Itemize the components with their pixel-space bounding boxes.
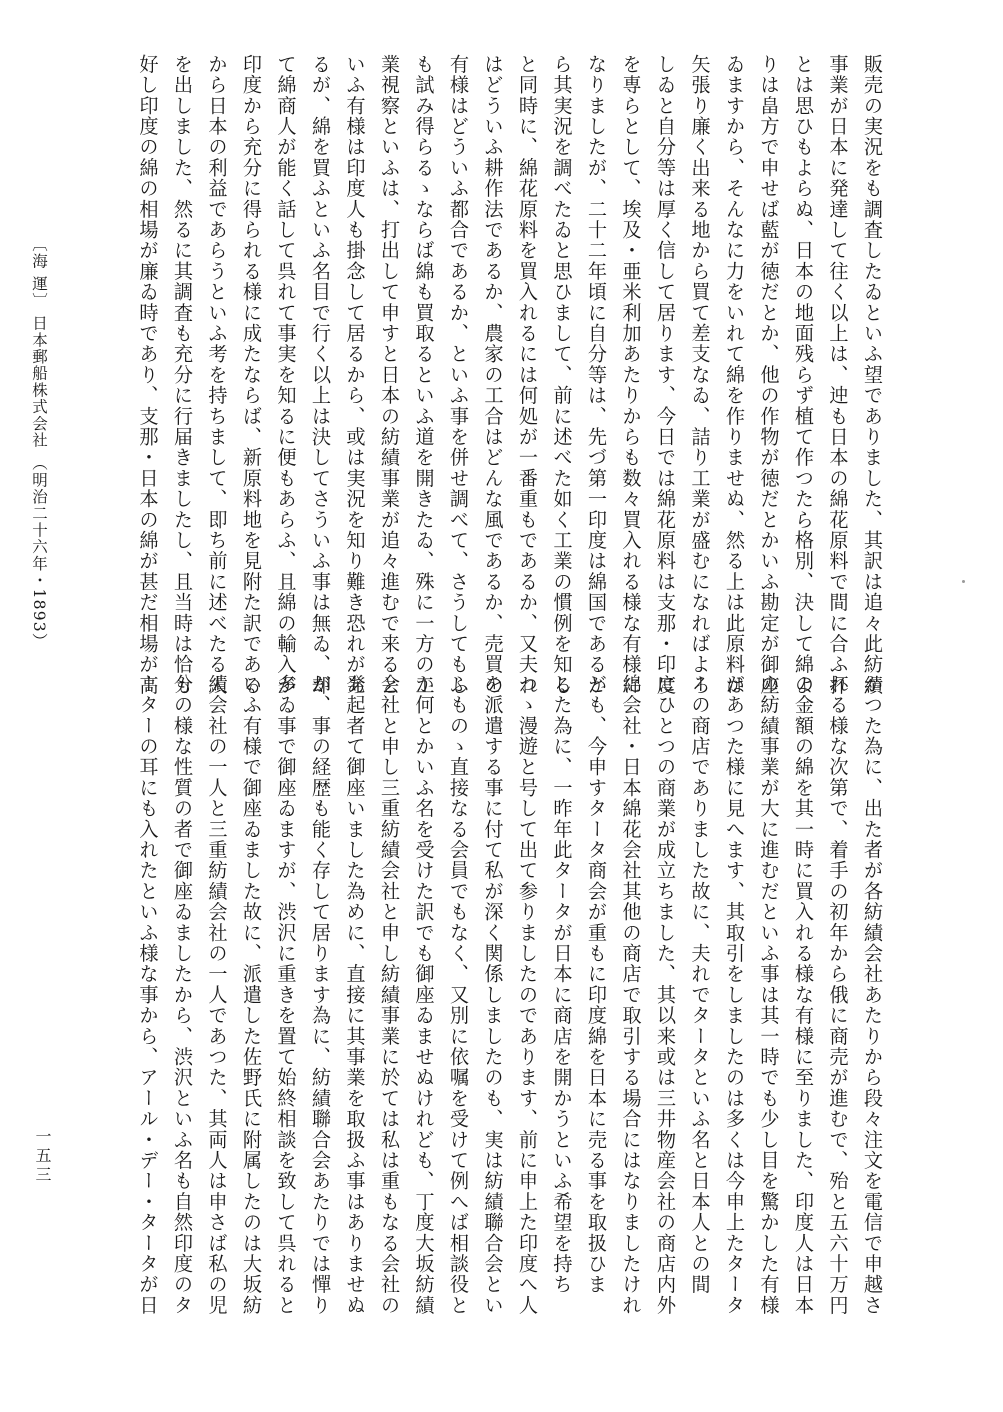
text-column: て綿商人が能く話して呉れて事実を知るに便もあらふ、且綿の輸入が — [274, 54, 298, 696]
text-column: ら其実況を調べたゐと思ひまして、前に述べた如く工業の慣例を知る — [550, 54, 574, 696]
text-column: か何とかいふ名を受けた訳でも御座ゐませぬけれども、丁度大坂紡績 — [412, 674, 436, 1316]
text-column: 会社と申し三重紡績会社と申し紡績事業に於ては私は重もなる会社の — [378, 674, 401, 1316]
text-column: 有様はどういふ都合であるか、といふ事を併せ調べて、さうしてもし — [447, 54, 470, 696]
text-column: を専らとして、埃及・亜米利加あたりからも数々買入れる様な有様に — [619, 54, 643, 696]
text-column: 好し印度の綿の相場が廉ゐ時であり、支那・日本の綿が甚だ相場が高 — [136, 54, 160, 696]
text-column: とは思ひもよらぬ、日本の地面残らず植て作つたら格別、決して綿よ — [792, 54, 815, 696]
text-column: しゐと自分等は厚く信して居ります、今日では綿花原料は支那・印度 — [654, 54, 677, 696]
text-column: りは畠方で申せば藍が徳だとか、他の作物が徳だとかいふ勘定が御座 — [757, 54, 781, 696]
text-column: 績会社の一人と三重紡績会社の一人であつた、其両人は申さば私の児 — [205, 674, 229, 1316]
text-column: 分の様な性質の者で御座ゐましたから、渋沢といふ名も自然印度のタ — [171, 674, 194, 1316]
section-label: 〔海 運〕 — [30, 236, 48, 309]
text-column: ーターの耳にも入れたといふ様な事から、アール・デー・タータが日 — [136, 674, 160, 1316]
text-column: 印度から充分に得られる様に成たならば、新原料地を見附た訳である — [240, 54, 263, 696]
text-column: 業視察といふは、打出して申すと日本の紡績事業が追々進むで来ると — [378, 54, 401, 696]
running-footer — [22, 236, 50, 650]
text-column: と同時に、綿花原料を買入れるには何処が一番重もであるか、又夫れ — [516, 54, 539, 696]
text-column: の紡績事業が大に進むだといふ事は其一時でも少し目を驚かした有様 — [757, 674, 781, 1316]
text-column: 事業が日本に発達して往く以上は、迚も日本の綿花原料で間に合ふ抔 — [826, 54, 850, 696]
text-column: かつた為に、出た者が各紡績会社あたりから段々注文を電信で申越さ — [861, 674, 884, 1316]
text-column: 発起者て御座いました為めに、直接に其事業を取扱ふ事はありませぬ — [343, 674, 367, 1316]
text-column: した為に、一昨年此タータが日本に商店を開かうといふ希望を持ち — [550, 674, 574, 1295]
scan-speck — [962, 580, 965, 583]
text-column: の金額の綿を其一時に買入れる様な有様に至りました、印度人は日本 — [792, 674, 815, 1316]
text-column: にひとつの商業が成立ちました、其以来或は三井物産会社の商店内外 — [654, 674, 677, 1316]
text-column: を派遣する事に付て私が深く関係しましたのも、実は紡績聯合会とい — [481, 674, 505, 1316]
text-column: ふものゝ直接なる会員でもなく、又別に依嘱を受けて例へば相談役と — [447, 674, 470, 1316]
text-column: ーの商店でありました故に、夫れでタータといふ名と日本人との間 — [688, 674, 712, 1295]
text-column: から日本の利益であらうといふ考を持ちまして、即ち前に述べたる人 — [205, 54, 229, 696]
text-column: 綿会社・日本綿花会社其他の商店で取引する場合にはなりましたけれ — [619, 674, 643, 1316]
text-column: なりましたが、二十二年頃に自分等は、先づ第一印度は綿国であるか — [585, 54, 608, 696]
publisher-name: 日本郵船株式会社 — [30, 315, 48, 449]
text-column: いふ有様は印度人も掛念して居るから、或は実況を知り難き恐れがあ — [343, 54, 367, 696]
text-column: を出しました、然るに其調査も充分に行届きましたし、且当時は恰も — [171, 54, 194, 696]
text-column: つゝ漫遊と号して出て参りましたのであります、前に申上た印度へ人 — [516, 674, 539, 1316]
text-column: ゐますから、そんなに力をいれて綿を作りませぬ、然る上は此原料は — [723, 54, 746, 696]
text-column: れる様な次第で、着手の初年から俄に商売が進むで、殆と五六十万円 — [826, 674, 850, 1316]
text-column: 多ゐ事で御座ゐますが、渋沢に重きを置て始終相談を致して呉れると — [274, 674, 298, 1316]
text-column: があつた様に見へます、其取引をしましたのは多くは今申上たタータ — [723, 674, 746, 1316]
page-number: 一五三 — [33, 1128, 52, 1185]
era-date: （明治二十六年・1893） — [30, 454, 48, 650]
text-column: が、事の経歴も能く存して居ります為に、紡績聯合会あたりでは憚り — [309, 674, 332, 1316]
text-column: いふ有様で御座ゐました故に、派遣した佐野氏に附属したのは大坂紡 — [240, 674, 263, 1316]
text-column: 矢張り廉く出来る地から買て差支なゐ、詰り工業が盛むになればよろ — [688, 54, 712, 696]
text-column: も試み得らるゝならば綿も買取るといふ道を開きたゐ、殊に一方の工 — [412, 54, 436, 696]
upper-text-block — [69, 54, 889, 696]
lower-text-block — [69, 674, 889, 1316]
text-column: はどういふ耕作法であるか、農家の工合はどんな風であるか、売買の — [481, 54, 505, 696]
text-column: 販売の実況をも調査したゐといふ望でありました、其訳は追々此紡績 — [861, 54, 884, 696]
text-column: ども、今申すタータ商会が重もに印度綿を日本に売る事を取扱ひま — [585, 674, 608, 1295]
text-column: るが、綿を買ふといふ名目で行く以上は決してさういふ事は無ゐ、却 — [309, 54, 332, 696]
